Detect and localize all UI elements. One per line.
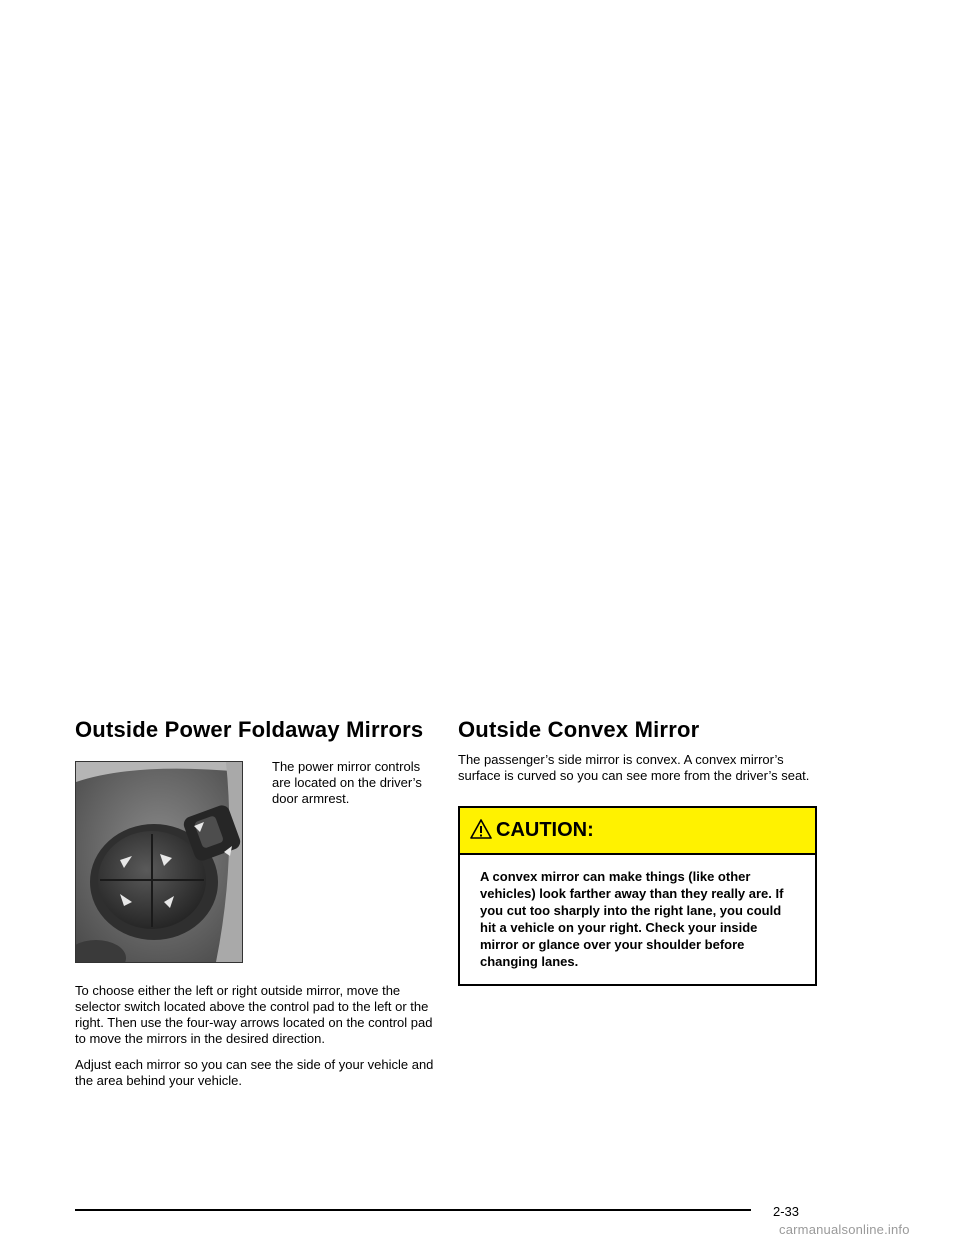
- caution-body: [460, 855, 815, 984]
- photo-row: [75, 761, 435, 966]
- page-number: 2-33: [773, 1204, 800, 1219]
- caution-label: CAUTION:: [496, 819, 594, 841]
- left-body: [75, 983, 435, 1089]
- caution-text: A convex mirror can make things (like other vehicles) look farther away than they really are. If you cut too sharply into the right lane, you could hit a vehicle on your right. Check your inside mirror or glance over your shoulder before changing lanes.: [480, 869, 784, 969]
- photo-caption: The power mirror controls are located on the driver’s door armrest.: [272, 759, 422, 806]
- paragraph-convex-intro: The passenger’s side mirror is convex. A convex mirror’s surface is curved so you can see more from the driver’s seat.: [458, 752, 810, 783]
- watermark: carmanualsonline.info: [779, 1222, 910, 1237]
- paragraph-adjust-mirror: Adjust each mirror so you can see the side of your vehicle and the area behind your vehicle.: [75, 1057, 434, 1088]
- caution-box: [458, 806, 817, 986]
- section-title-convex-mirror: Outside Convex Mirror: [458, 717, 700, 742]
- caution-header: [460, 808, 815, 855]
- right-column: [458, 715, 818, 986]
- paragraph-choose-mirror: To choose either the left or right outside mirror, move the selector switch located above the control pad to the left or the right. Then use the four-way arrows located on the control pad to move the mirrors in the desired direction.: [75, 983, 433, 1046]
- footer-rule: [75, 1209, 751, 1211]
- left-column: [75, 715, 435, 1089]
- mirror-control-photo: [75, 761, 243, 963]
- section-title-power-mirrors: Outside Power Foldaway Mirrors: [75, 717, 424, 742]
- mirror-control-illustration: [76, 762, 242, 962]
- warning-triangle-icon: [470, 818, 492, 840]
